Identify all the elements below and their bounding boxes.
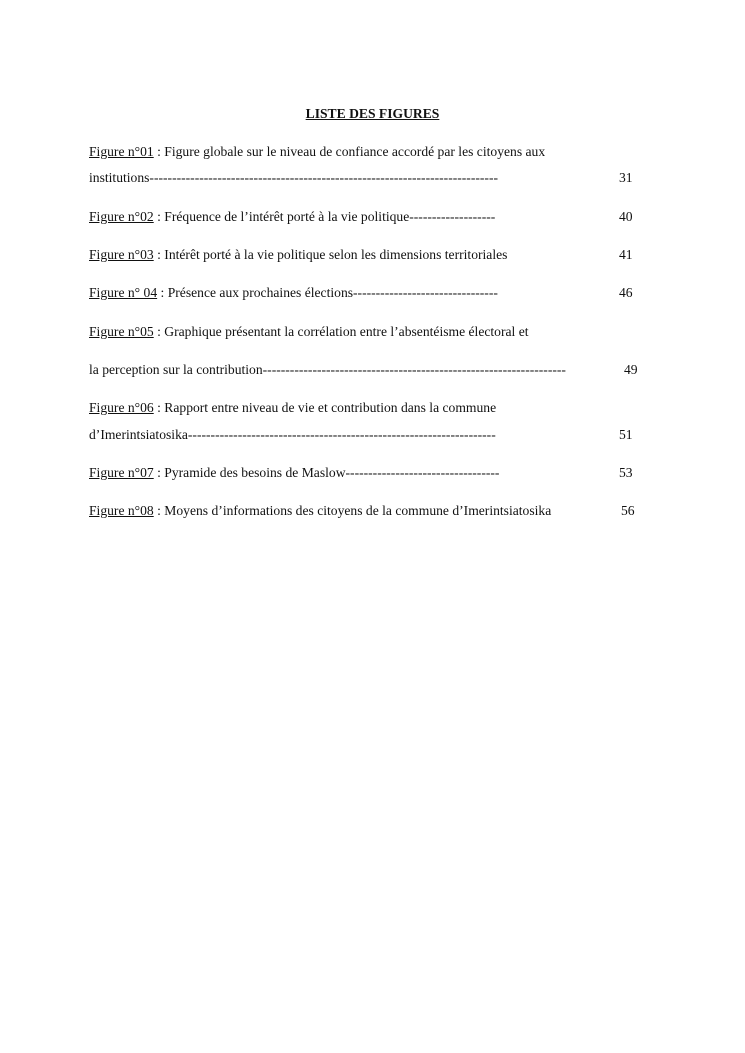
figure-label[interactable]: Figure n°03 (89, 247, 154, 262)
figure-entry-03 (89, 247, 507, 263)
page-number: 41 (619, 247, 633, 262)
figure-entry-07 (89, 465, 499, 481)
page-number: 49 (624, 362, 638, 377)
figure-label[interactable]: Figure n°02 (89, 209, 154, 224)
figure-label[interactable]: Figure n° 04 (89, 285, 158, 300)
figure-caption: : Pyramide des besoins de Maslow---------------------------------- (153, 465, 500, 480)
page-number: 31 (619, 170, 633, 185)
page-number: 56 (621, 503, 635, 518)
figure-entry-01 (89, 144, 545, 160)
figure-caption: : Fréquence de l’intérêt porté à la vie politique------------------- (153, 209, 496, 224)
page-number: 46 (619, 285, 633, 300)
page-number: 51 (619, 427, 633, 442)
figure-entry-05 (89, 324, 529, 340)
figure-caption: : Moyens d’informations des citoyens de la commune d’Imerintsiatosika (153, 503, 552, 518)
figure-entry-06 (89, 400, 496, 416)
figure-caption: : Présence aux prochaines élections-------------------------------- (157, 285, 498, 300)
figure-entry-08 (89, 503, 551, 519)
figure-entry-04 (89, 285, 498, 301)
figure-caption: : Intérêt porté à la vie politique selon les dimensions territoriales (153, 247, 508, 262)
figure-caption-continuation: d’Imerintsiatosika-------------------------------------------------------------------- (89, 427, 496, 442)
figure-caption-continuation: institutions----------------------------------------------------------------------------- (89, 170, 498, 185)
figure-label[interactable]: Figure n°06 (89, 400, 154, 415)
figure-label[interactable]: Figure n°01 (89, 144, 154, 159)
figure-label[interactable]: Figure n°05 (89, 324, 154, 339)
figure-caption-continuation: la perception sur la contribution------------------------------------------------------------------- (89, 362, 566, 377)
page-number: 40 (619, 209, 633, 224)
page-title: LISTE DES FIGURES (305, 106, 440, 121)
figure-label[interactable]: Figure n°07 (89, 465, 154, 480)
figure-label[interactable]: Figure n°08 (89, 503, 154, 518)
figure-caption: : Rapport entre niveau de vie et contribution dans la commune (153, 400, 497, 415)
page-number: 53 (619, 465, 633, 480)
figure-caption: : Graphique présentant la corrélation entre l’absentéisme électoral et (153, 324, 529, 339)
figure-entry-02 (89, 209, 495, 225)
figure-caption: : Figure globale sur le niveau de confiance accordé par les citoyens aux (153, 144, 546, 159)
